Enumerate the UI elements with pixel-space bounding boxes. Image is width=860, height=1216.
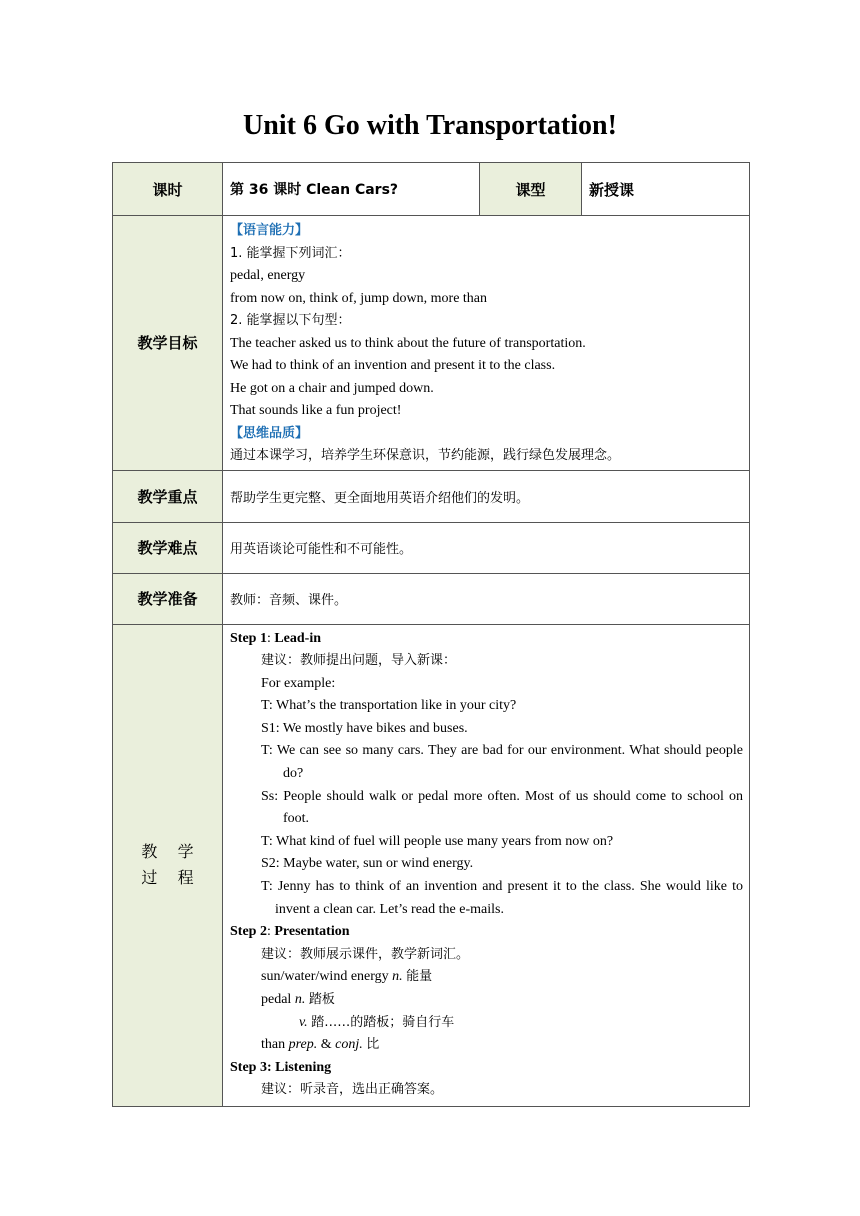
row-difficulties <box>113 522 750 573</box>
vocab-item-pedal-verb: v. 踏……的踏板；骑自行车 <box>299 1014 455 1030</box>
label-lesson-type: 课型 <box>480 163 582 216</box>
objective-item-1: 1. 能掌握下列词汇： <box>230 245 351 261</box>
label-objectives: 教学目标 <box>113 216 223 471</box>
period-value: 第 36 课时 Clean Cars? <box>223 163 480 216</box>
dialogue-line: T: What kind of fuel will people use many years from now on? <box>261 833 614 849</box>
key-points-value: 帮助学生更完整、更全面地用英语介绍他们的发明。 <box>223 470 750 522</box>
vocabulary-list-2: from now on, think of, jump down, more than <box>230 290 488 306</box>
step-3-heading: Step 3: Listening <box>230 1059 332 1075</box>
step-3-suggestion: 建议：听录音，选出正确答案。 <box>261 1082 444 1098</box>
document-title: Unit 6 Go with Transportation! <box>243 110 617 141</box>
dialogue-line: T: We can see so many cars. They are bad for our environment. What should people do? <box>261 743 743 782</box>
lesson-type-value: 新授课 <box>582 163 750 216</box>
heading-thinking-quality: 【思维品质】 <box>230 425 309 441</box>
row-key-points <box>113 470 750 522</box>
row-process <box>113 624 750 1106</box>
heading-language-ability: 【语言能力】 <box>230 223 309 238</box>
step-1-heading: Step 1: Lead-in <box>230 630 322 646</box>
vocab-item-than: than prep. & conj. 比 <box>261 1037 380 1053</box>
objectives-content <box>223 216 750 471</box>
label-period: 课时 <box>113 163 223 216</box>
row-preparation <box>113 573 750 624</box>
objective-item-2: 2. 能掌握以下句型： <box>230 313 351 328</box>
label-process: 教 学 过 程 <box>113 624 223 1106</box>
process-content <box>223 624 750 1106</box>
label-difficulties: 教学难点 <box>113 522 223 573</box>
thinking-quality-text: 通过本课学习，培养学生环保意识，节约能源，践行绿色发展理念。 <box>230 448 621 463</box>
dialogue-line: S1: We mostly have bikes and buses. <box>261 720 468 736</box>
sentence-pattern: We had to think of an invention and present it to the class. <box>230 358 556 373</box>
difficulties-value: 用英语谈论可能性和不可能性。 <box>223 522 750 573</box>
dialogue-line: T: What’s the transportation like in your city? <box>261 698 517 714</box>
preparation-value: 教师：音频、课件。 <box>223 573 750 624</box>
dialogue-line: T: Jenny has to think of an invention and present it to the class. She would like to invent a clean car. Let’s read the e-mails. <box>261 879 743 917</box>
row-objectives <box>113 216 750 471</box>
vocabulary-list-1: pedal, energy <box>230 268 306 283</box>
step-2-suggestion: 建议：教师展示课件，教学新词汇。 <box>261 946 470 962</box>
vocab-item-pedal-noun: pedal n. 踏板 <box>261 992 335 1007</box>
lesson-plan-table <box>112 162 750 1107</box>
step-1-suggestion: 建议：教师提出问题，导入新课： <box>261 653 457 669</box>
row-period <box>113 163 750 216</box>
step-2-heading: Step 2: Presentation <box>230 924 350 940</box>
label-preparation: 教学准备 <box>113 573 223 624</box>
label-key-points: 教学重点 <box>113 470 223 522</box>
vocab-item-energy: sun/water/wind energy n. 能量 <box>261 969 433 985</box>
dialogue-line: Ss: People should walk or pedal more often. Most of us should come to school on foot. <box>261 788 743 827</box>
for-example-label: For example: <box>261 675 336 691</box>
dialogue-line: S2: Maybe water, sun or wind energy. <box>261 856 474 872</box>
sentence-pattern: He got on a chair and jumped down. <box>230 380 434 396</box>
sentence-pattern: The teacher asked us to think about the future of transportation. <box>230 335 586 351</box>
sentence-pattern: That sounds like a fun project! <box>230 403 402 418</box>
